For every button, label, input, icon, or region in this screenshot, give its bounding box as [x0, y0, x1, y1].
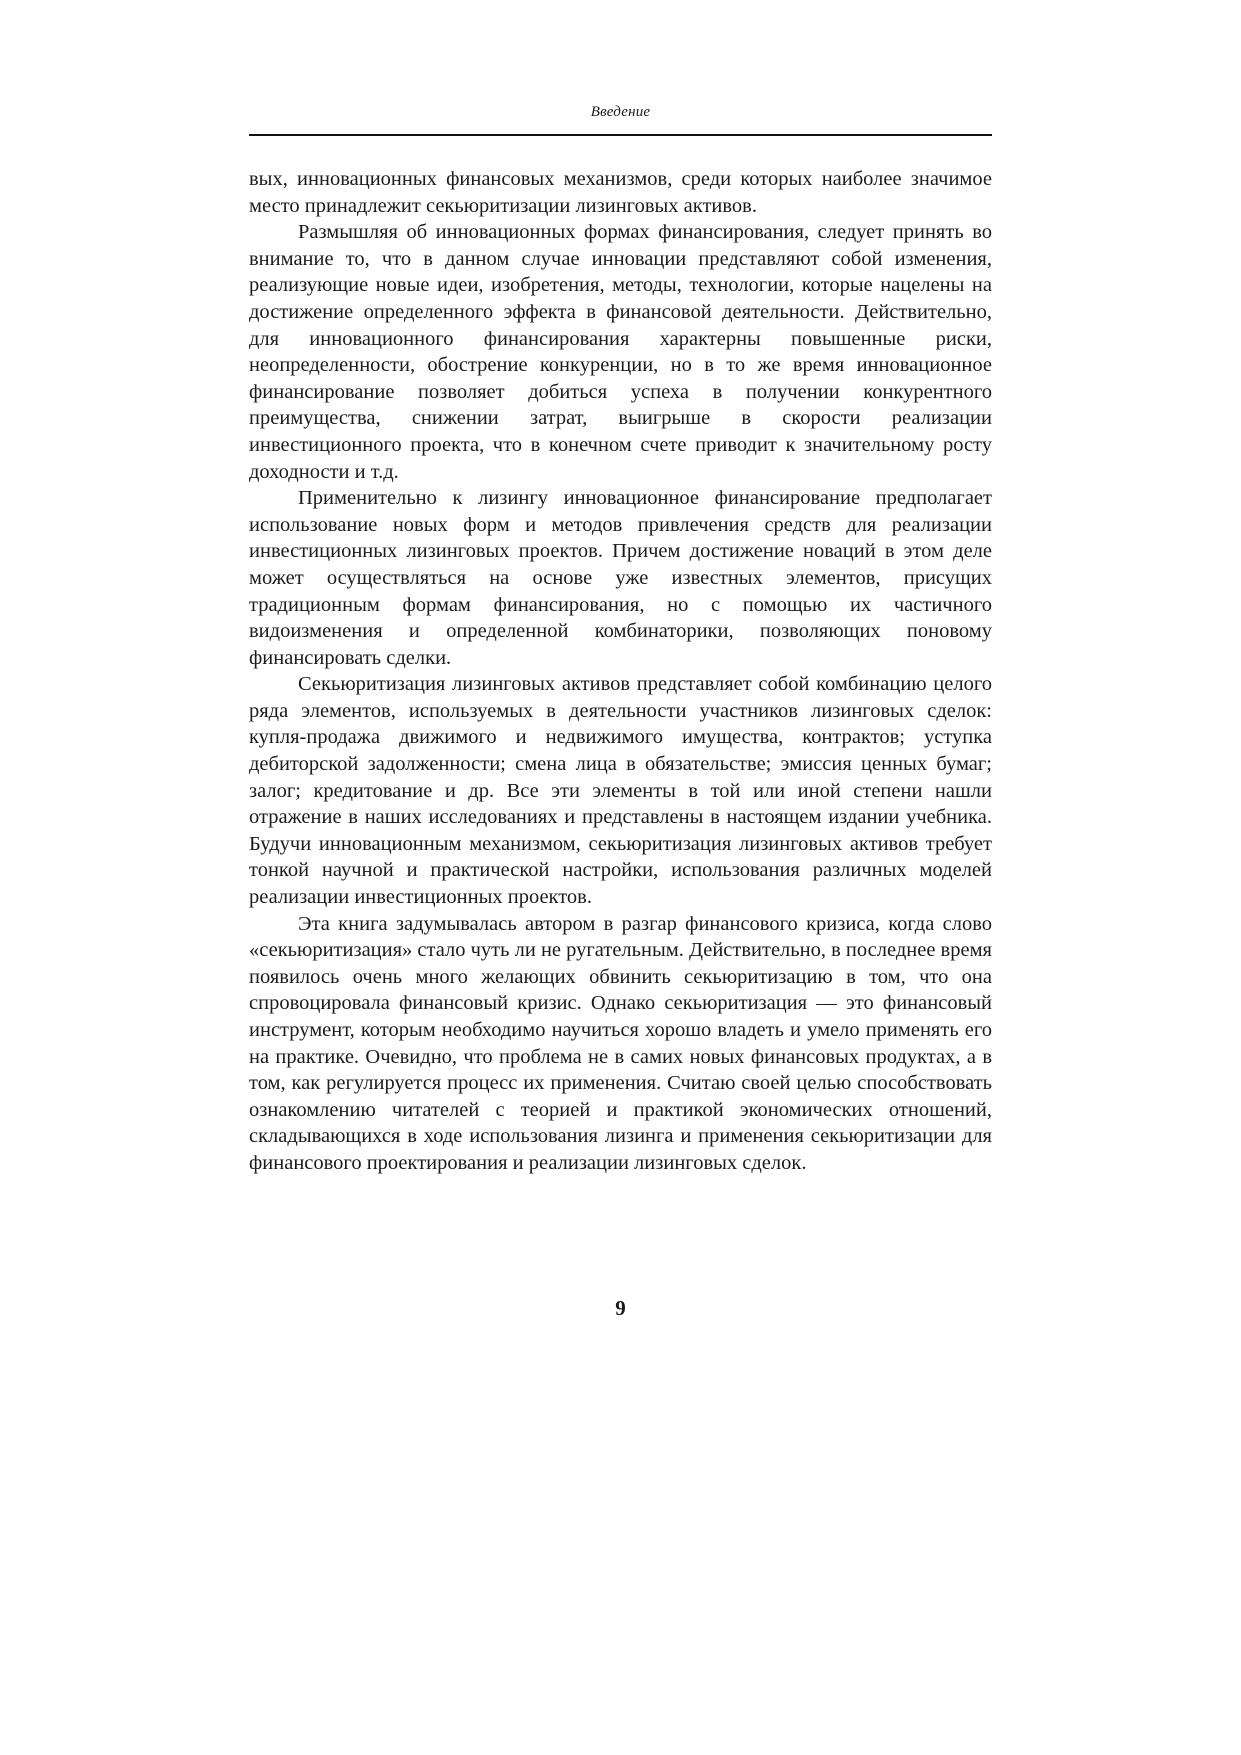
body-text — [249, 166, 992, 1177]
paragraph-5: Эта книга задумывалась автором в разгар финансового кризиса, когда слово «секьюритизация» стало чуть ли не ругательным. Действительно, в последнее время появилось очень много желающих обвинить секьюритизацию в том, что она спровоцировала финансовый кризис. Однако секьюритизация — это финансовый инструмент, которым необходимо научиться хорошо владеть и умело применять его на практике. Очевидно, что проблема не в самих новых финансовых продуктах, а в том, как регулируется процесс их применения. Считаю своей целью способствовать ознакомлению читателей с теорией и практикой экономических отношений, складывающихся в ходе использования лизинга и применения секьюритизации для финансового проектирования и реализации лизинговых сделок. — [249, 912, 992, 1174]
page-number: 9 — [615, 1296, 626, 1320]
paragraph-4: Секьюритизация лизинговых активов представляет собой комбинацию целого ряда элементов, используемых в деятельности участников лизинговых сделок: купля-продажа движимого и недвижимого имущества, контрактов; уступка дебиторской задолженности; смена лица в обязательстве; эмиссия ценных бумаг; залог; кредитование и др. Все эти элементы в той или иной степени нашли отражение в наших исследованиях и представлены в настоящем издании учебника. Будучи инновационным механизмом, секьюритизация лизинговых активов требует тонкой научной и практической настройки, использования различных моделей реализации инвестиционных проектов. — [249, 673, 992, 909]
header-rule — [249, 134, 992, 136]
running-head: Введение — [590, 104, 651, 120]
paragraph-3: Применительно к лизингу инновационное финансирование предполагает использование новых форм и методов привлечения средств для реализации инвестиционных лизинговых проектов. Причем достижение новаций в этом деле может осуществляться на основе уже известных элементов, присущих традиционным формам финансирования, но с помощью их частичного видоизменения и определенной комбинаторики, позволяющих поновому финансировать сделки. — [249, 487, 992, 669]
paragraph-2: Размышляя об инновационных формах финансирования, следует принять во внимание то, что в данном случае инновации представляют собой изменения, реализующие новые идеи, изобретения, методы, технологии, которые нацелены на достижение определенного эффекта в финансовой деятельности. Действительно, для инновационного финансирования характерны повышенные риски, неопределенности, обострение конкуренции, но в то же время инновационное финансирование позволяет добиться успеха в получении конкурентного преимущества, снижении затрат, выигрыше в скорости реализации инвестиционного проекта, что в конечном счете приводит к значительному росту доходности и т.д. — [249, 221, 992, 483]
paragraph-1: вых, инновационных финансовых механизмов, среди которых наиболее значимое место принадлежит секьюритизации лизинговых активов. — [249, 168, 992, 217]
